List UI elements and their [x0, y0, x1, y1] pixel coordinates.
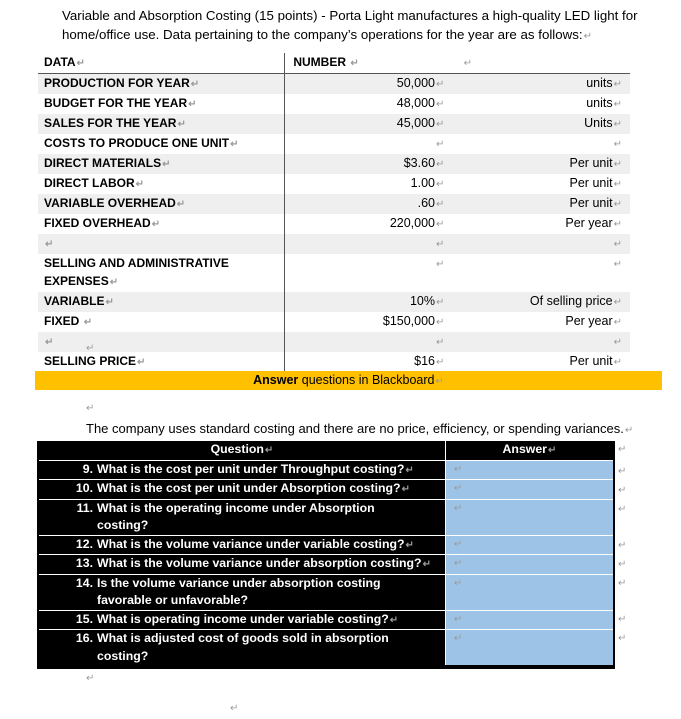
- table-row: FIXED ↵ $150,000↵ Per year↵: [38, 312, 630, 332]
- answer-cell[interactable]: ↵: [445, 499, 613, 535]
- question-row: 13. What is the volume variance under absorption costing?↵ ↵: [39, 555, 613, 575]
- question-row: 9. What is the cost per unit under Throughput costing?↵ ↵: [39, 460, 613, 480]
- end-of-row-mark: ↵: [618, 485, 627, 496]
- answer-cell[interactable]: ↵: [445, 555, 613, 575]
- end-of-row-mark: ↵: [618, 633, 627, 644]
- table-row: SELLING PRICE↵ $16↵ Per unit↵: [38, 352, 630, 372]
- paragraph-mark: ↵: [86, 673, 95, 684]
- company-data-table: [38, 53, 630, 372]
- end-of-row-mark: ↵: [618, 578, 627, 589]
- answer-cell[interactable]: ↵: [445, 610, 613, 630]
- answer-cell[interactable]: ↵: [445, 460, 613, 480]
- banner-bold: Answer: [253, 373, 299, 387]
- question-row: 16. What is adjusted cost of goods sold in absorption costing? ↵: [39, 630, 613, 666]
- data-table-header: [38, 53, 630, 74]
- table-row: BUDGET FOR THE YEAR↵ 48,000↵ units↵: [38, 94, 630, 114]
- question-row: 14. Is the volume variance under absorption costing favorable or unfavorable? ↵: [39, 574, 613, 610]
- answer-cell[interactable]: ↵: [445, 630, 613, 666]
- paragraph-mark: ↵: [86, 343, 95, 354]
- intro-line-1: Variable and Absorption Costing (15 points) - Porta Light manufactures a high-quality LED light for: [62, 8, 638, 23]
- question-row: 12. What is the volume variance under variable costing?↵ ↵: [39, 535, 613, 555]
- end-of-row-mark: ↵: [618, 614, 627, 625]
- questions-header: [39, 441, 613, 460]
- table-row: DIRECT MATERIALS↵ $3.60↵ Per unit↵: [38, 154, 630, 174]
- answer-cell[interactable]: ↵: [445, 574, 613, 610]
- table-row: ↵ ↵ ↵: [38, 332, 630, 352]
- end-of-row-mark: ↵: [618, 504, 627, 515]
- intro-line-2: home/office use. Data pertaining to the company’s operations for the year are as follows:↵: [62, 27, 592, 42]
- table-row: VARIABLE OVERHEAD↵ .60↵ Per unit↵: [38, 194, 630, 214]
- answer-banner: Answer questions in Blackboard↵: [35, 371, 662, 390]
- table-row: ↵ ↵ ↵: [38, 234, 630, 254]
- questions-table: [37, 441, 615, 669]
- header-data: DATA↵: [38, 53, 285, 74]
- answer-column-header: Answer↵: [445, 441, 613, 460]
- end-of-row-mark: ↵: [618, 444, 627, 455]
- table-row: SALES FOR THE YEAR↵ 45,000↵ Units↵: [38, 114, 630, 134]
- end-of-row-mark: ↵: [618, 540, 627, 551]
- table-row: FIXED OVERHEAD↵ 220,000↵ Per year↵: [38, 214, 630, 234]
- table-row: DIRECT LABOR↵ 1.00↵ Per unit↵: [38, 174, 630, 194]
- table-row: SELLING AND ADMINISTRATIVE EXPENSES↵ ↵ ↵: [38, 254, 630, 292]
- header-number: NUMBER ↵: [285, 53, 449, 74]
- question-row: 15. What is operating income under variable costing?↵ ↵: [39, 610, 613, 630]
- paragraph-mark: ↵: [230, 703, 239, 714]
- question-column-header: Question↵: [39, 441, 445, 460]
- table-row: COSTS TO PRODUCE ONE UNIT↵ ↵ ↵: [38, 134, 630, 154]
- table-row: PRODUCTION FOR YEAR↵ 50,000↵ units↵: [38, 74, 630, 95]
- standard-costing-note: The company uses standard costing and there are no price, efficiency, or spending variances.↵: [86, 421, 634, 436]
- paragraph-mark: ↵: [86, 403, 95, 414]
- question-row: 10. What is the cost per unit under Absorption costing?↵ ↵: [39, 480, 613, 500]
- answer-cell[interactable]: ↵: [445, 480, 613, 500]
- header-unit: ↵: [448, 53, 630, 74]
- question-row: 11. What is the operating income under Absorption costing? ↵: [39, 499, 613, 535]
- banner-text: questions in Blackboard: [298, 373, 435, 387]
- table-row: VARIABLE↵ 10%↵ Of selling price↵: [38, 292, 630, 312]
- intro-paragraph: [62, 6, 662, 46]
- end-of-row-mark: ↵: [618, 466, 627, 477]
- answer-cell[interactable]: ↵: [445, 535, 613, 555]
- end-of-row-mark: ↵: [618, 559, 627, 570]
